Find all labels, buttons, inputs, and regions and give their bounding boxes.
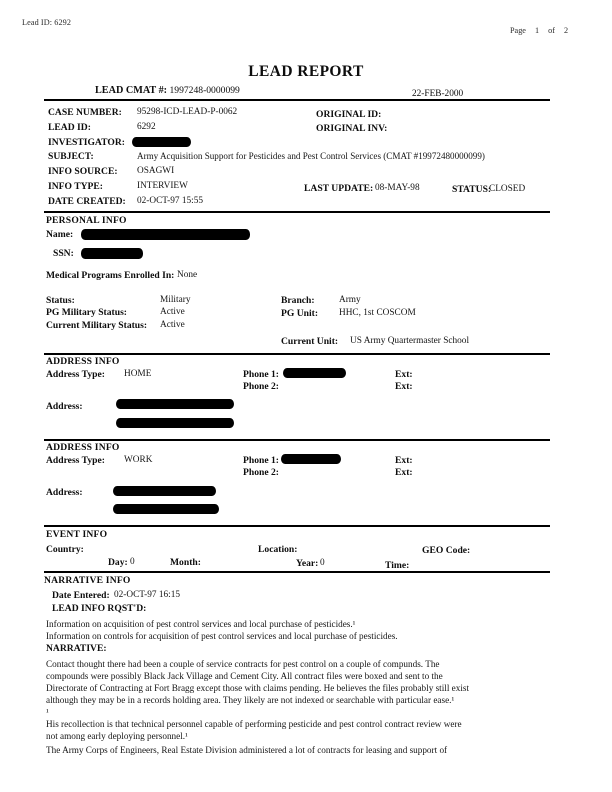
address-home-line1-redaction-bar <box>116 399 234 409</box>
address-work-phone1-label: Phone 1: <box>243 455 279 466</box>
rqstd-line-1: Information on acquisition of pest control services and local purchase of pesticides.¹ <box>46 619 356 629</box>
pg-military-status-value: Active <box>160 307 185 317</box>
day-value: 0 <box>130 557 135 567</box>
narrative-line-4: although they may be in a records holding area. They likely are not indexed or searchable with particular ease.¹ <box>46 695 455 705</box>
page-of-label: of <box>548 26 555 35</box>
lead-cmat-line <box>95 85 240 96</box>
pg-military-status-label: PG Military Status: <box>46 307 128 318</box>
rule-address-home <box>44 353 550 355</box>
lead-id-label: LEAD ID: <box>48 122 91 133</box>
address-work-ext2-label: Ext: <box>395 467 413 478</box>
name-redaction-bar <box>81 229 250 240</box>
narrative-line-2: compounds were possibly Black Jack Village and Cement City. All contract files were boxed and sent to the <box>46 671 443 681</box>
branch-label: Branch: <box>281 295 315 306</box>
lead-cmat-value: 1997248-0000099 <box>169 85 240 96</box>
address-home-phone1-label: Phone 1: <box>243 369 279 380</box>
address-work-phone2-label: Phone 2: <box>243 467 279 478</box>
investigator-label: INVESTIGATOR: <box>48 137 125 148</box>
date-created-value: 02-OCT-97 15:55 <box>137 196 204 206</box>
last-update-label: LAST UPDATE: <box>304 183 374 194</box>
date-entered-label: Date Entered: <box>52 590 110 601</box>
address-work-address-label: Address: <box>46 487 83 498</box>
lead-info-rqstd-label: LEAD INFO RQST'D: <box>52 603 147 614</box>
medical-programs-value: None <box>177 270 198 280</box>
running-head-lead-id-value: 6292 <box>54 18 72 27</box>
rule-event-info <box>44 525 550 527</box>
original-inv-label: ORIGINAL INV: <box>316 123 388 134</box>
info-source-value: OSAGWI <box>137 166 175 176</box>
running-head-lead-id <box>22 18 71 27</box>
geo-code-label: GEO Code: <box>422 545 471 556</box>
date-entered-value: 02-OCT-97 16:15 <box>114 590 181 600</box>
address-home-ext2-label: Ext: <box>395 381 413 392</box>
medical-programs-label: Medical Programs Enrolled In: <box>46 270 175 281</box>
subject-label: SUBJECT: <box>48 151 94 162</box>
personal-info-section-title: PERSONAL INFO <box>46 215 127 226</box>
year-value: 0 <box>320 558 325 568</box>
case-number-label: CASE NUMBER: <box>48 107 122 118</box>
narrative-line-6: His recollection is that technical personnel capable of performing pesticide and pest control contract review were <box>46 719 462 729</box>
address-work-type-value: WORK <box>124 455 153 465</box>
rule-narrative-info <box>44 571 550 573</box>
investigator-redaction-bar <box>132 137 191 147</box>
address-home-line2-redaction-bar <box>116 418 234 428</box>
year-label: Year: <box>296 558 319 569</box>
page-title: LEAD REPORT <box>248 63 364 80</box>
info-type-value: INTERVIEW <box>137 181 188 191</box>
page-total: 2 <box>563 26 569 35</box>
page-current: 1 <box>534 26 540 35</box>
lead-cmat-label: LEAD CMAT #: <box>95 85 168 96</box>
case-number-value: 95298-ICD-LEAD-P-0062 <box>137 107 238 117</box>
current-unit-value: US Army Quartermaster School <box>350 336 470 346</box>
narrative-line-8: The Army Corps of Engineers, Real Estate Division administered a lot of contracts for leasing and support of <box>46 745 448 755</box>
running-head-lead-id-label: Lead ID: <box>22 18 53 27</box>
date-created-label: DATE CREATED: <box>48 196 126 207</box>
current-unit-label: Current Unit: <box>281 336 339 347</box>
current-military-status-value: Active <box>160 320 185 330</box>
page-label: Page <box>510 26 526 35</box>
narrative-line-5: ¹ <box>46 707 49 717</box>
event-info-section-title: EVENT INFO <box>46 529 108 540</box>
address-work-type-label: Address Type: <box>46 455 105 466</box>
info-type-label: INFO TYPE: <box>48 181 103 192</box>
subject-value: Army Acquisition Support for Pesticides and Pest Control Services (CMAT #19972480000099) <box>137 151 485 161</box>
rule-personal-info <box>44 211 550 213</box>
rule-address-work <box>44 439 550 441</box>
narrative-line-3: Directorate of Contracting at Fort Bragg except those with claims pending. He believes the files probably still exist <box>46 683 470 693</box>
narrative-info-section-title: NARRATIVE INFO <box>44 575 131 586</box>
address-home-phone1-redaction-bar <box>283 368 346 378</box>
narrative-line-1: Contact thought there had been a couple of service contracts for pest control on a couple of compunds. The <box>46 659 440 669</box>
address-home-address-label: Address: <box>46 401 83 412</box>
address-home-phone2-label: Phone 2: <box>243 381 279 392</box>
time-label: Time: <box>385 560 410 571</box>
address-home-type-label: Address Type: <box>46 369 105 380</box>
status-field-label: Status: <box>46 295 75 306</box>
pg-unit-label: PG Unit: <box>281 308 319 319</box>
status-field-value: Military <box>160 295 191 305</box>
original-id-label: ORIGINAL ID: <box>316 109 382 120</box>
address-work-section-title: ADDRESS INFO <box>46 442 120 453</box>
address-work-line2-redaction-bar <box>113 504 219 514</box>
lead-id-value: 6292 <box>137 122 156 132</box>
narrative-label: NARRATIVE: <box>46 643 107 654</box>
branch-value: Army <box>339 295 361 305</box>
status-value: CLOSED <box>489 184 526 194</box>
pg-unit-value: HHC, 1st COSCOM <box>339 308 416 318</box>
address-home-section-title: ADDRESS INFO <box>46 356 120 367</box>
month-label: Month: <box>170 557 201 568</box>
address-home-ext1-label: Ext: <box>395 369 413 380</box>
location-label: Location: <box>258 544 298 555</box>
last-update-value: 08-MAY-98 <box>375 183 420 193</box>
rqstd-line-2: Information on controls for acquisition of pest control services and local purchase of pesticides. <box>46 631 398 641</box>
current-military-status-label: Current Military Status: <box>46 320 148 331</box>
name-label: Name: <box>46 229 74 240</box>
address-work-phone1-redaction-bar <box>281 454 341 464</box>
info-source-label: INFO SOURCE: <box>48 166 118 177</box>
rule-header <box>44 99 550 101</box>
day-label: Day: <box>108 557 128 568</box>
ssn-label: SSN: <box>53 248 74 259</box>
address-work-ext1-label: Ext: <box>395 455 413 466</box>
status-label: STATUS: <box>452 184 492 195</box>
ssn-redaction-bar <box>81 248 143 259</box>
narrative-line-7: not among early deploying personnel.¹ <box>46 731 188 741</box>
report-date: 22-FEB-2000 <box>412 89 464 99</box>
address-home-type-value: HOME <box>124 369 152 379</box>
address-work-line1-redaction-bar <box>113 486 216 496</box>
country-label: Country: <box>46 544 84 555</box>
running-head-page-number <box>510 26 568 35</box>
